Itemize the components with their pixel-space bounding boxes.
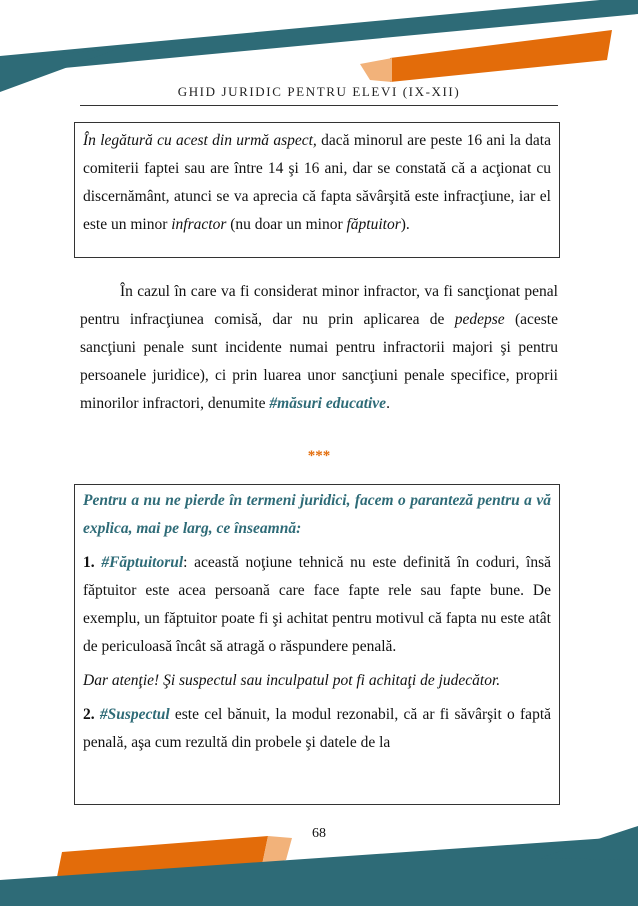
- box1-text-2: (nu doar un minor: [226, 216, 347, 233]
- box2-intro: Pentru a nu ne pierde în termeni juridici, facem o paranteză pentru a vă explica, mai pe larg, ce înseamnă:: [83, 492, 551, 537]
- item1-text: : această noţiune tehnică nu este definită în coduri, însă făptuitor este acea persoană care face fapte rele sau fapte bune. De exemplu, un făptuitor poate fi şi achitat pentru motivul că fapta nu este atât de periculoasă încât să atragă o răspundere penală.: [83, 554, 551, 655]
- note-box-infractor: [74, 122, 560, 258]
- term-infractor: infractor: [171, 216, 227, 233]
- definition-suspectul: [83, 701, 551, 757]
- para-text-1: În cazul în care va fi considerat minor infractor, va fi sancţionat penal pentru infracţiunea comisă, dar nu prin aplicarea de: [80, 283, 558, 328]
- hashtag-masuri-educative: #măsuri educative: [269, 395, 387, 412]
- page-number: 68: [312, 826, 326, 841]
- para-text-2: (aceste sancţiuni penale sunt incidente numai pentru infractorii majori şi pentru persoanele juridice), ci prin luarea unor sancţiuni penale specifice, proprii minorilor infractori, denumite: [80, 311, 558, 412]
- section-separator: ***: [307, 448, 331, 464]
- item2-text: este cel bănuit, la modul rezonabil, că ar fi săvârşit o faptă penală, aşa cum rezultă din probele şi datele de la: [83, 706, 552, 751]
- box1-text-1: dacă minorul are peste 16 ani la data comiterii faptei sau are între 14 şi 16 ani, dar se constată că a acţionat cu discernământ, atunci se va aprecia că fapta săvârşită este infracţiune, iar el este un minor: [83, 132, 551, 233]
- hashtag-faptuitorul: #Făptuitorul: [101, 554, 184, 571]
- item2-number: 2.: [83, 706, 95, 723]
- top-orange-stripe: [390, 30, 612, 82]
- box1-intro: În legătură cu acest din urmă aspect,: [83, 132, 317, 149]
- hashtag-suspectul: #Suspectul: [99, 706, 170, 723]
- running-header: GHID JURIDIC PENTRU ELEVI (IX-XII): [177, 84, 461, 99]
- item1-number: 1.: [83, 554, 95, 571]
- warning-note: Dar atenţie! Şi suspectul sau inculpatul pot fi achitaţi de judecător.: [83, 672, 501, 689]
- term-faptuitor: făptuitor: [346, 216, 401, 233]
- body-paragraph: [80, 278, 558, 418]
- box1-text-3: ).: [400, 216, 410, 233]
- term-pedepse: pedepse: [454, 311, 505, 328]
- top-orange-stripe-light: [360, 58, 392, 82]
- definition-faptuitor: [83, 549, 551, 661]
- para-text-3: .: [386, 395, 390, 412]
- note-box-definitions: [74, 484, 560, 805]
- header-divider: [80, 105, 558, 106]
